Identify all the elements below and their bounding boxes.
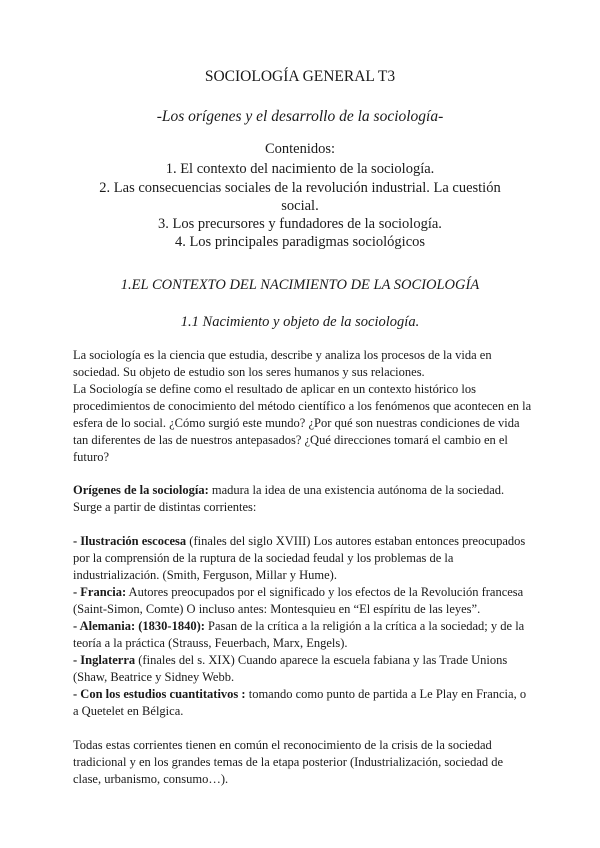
intro-paragraph-1: La sociología es la ciencia que estudia, describe y analiza los procesos de la vida en sociedad. Su objeto de estudio son los seres humanos y sus relaciones. xyxy=(73,348,492,379)
current-england xyxy=(73,652,533,686)
document-subtitle: -Los orígenes y el desarrollo de la sociología- xyxy=(156,108,444,125)
current-germany xyxy=(73,618,533,652)
current-scottish-enlightenment xyxy=(73,533,533,584)
subsection-heading: 1.1 Nacimiento y objeto de la sociología. xyxy=(180,314,420,330)
current-label: - Ilustración escocesa xyxy=(73,534,187,548)
origins-text: madura la idea de una existencia autónoma de la sociedad. Surge a partir de distintas corrientes: xyxy=(73,483,505,514)
current-label: - Alemania: (1830-1840): xyxy=(73,619,205,633)
section-heading: 1.EL CONTEXTO DEL NACIMIENTO DE LA SOCIOLOGÍA xyxy=(120,277,480,293)
closing-paragraph: Todas estas corrientes tienen en común el reconocimiento de la crisis de la sociedad tradicional y en los grandes temas de la etapa posterior (Industrialización, sociedad de clase, urbanismo, consumo…). xyxy=(73,738,504,786)
document-title: SOCIOLOGÍA GENERAL T3 xyxy=(204,68,396,85)
origins-paragraph xyxy=(73,482,533,516)
toc-item-4: 4. Los principales paradigmas sociológicos xyxy=(174,234,426,250)
toc-item-3: 3. Los precursores y fundadores de la sociología. xyxy=(158,216,442,232)
current-text: Pasan de la crítica a la religión a la crítica a la sociedad; y de la teoría a la práctica (Strauss, Feuerbach, Marx, Engels). xyxy=(73,619,525,650)
toc-item-1: 1. El contexto del nacimiento de la sociología. xyxy=(165,161,435,177)
current-text: (finales del siglo XVIII) Los autores estaban entonces preocupados por la comprensión de la ruptura de la sociedad feudal y los problemas de la industrialización. (Smith, Ferguson, Millar y Hume). xyxy=(73,534,526,582)
contents-heading: Contenidos: xyxy=(264,141,336,157)
current-label: - Inglaterra xyxy=(73,653,136,667)
current-france xyxy=(73,584,533,618)
intro-text xyxy=(73,347,533,466)
current-text: (finales del s. XIX) Cuando aparece la escuela fabiana y las Trade Unions (Shaw, Beatrice y Sidney Webb. xyxy=(73,653,508,684)
current-label: - Francia: xyxy=(73,585,127,599)
origins-label: Orígenes de la sociología: xyxy=(73,483,209,497)
current-text: tomando como punto de partida a Le Play en Francia, o a Quetelet en Bélgica. xyxy=(73,687,527,718)
toc-item-2: 2. Las consecuencias sociales de la revolución industrial. La cuestión xyxy=(99,180,501,196)
origins-section xyxy=(73,482,533,788)
intro-paragraph-2: La Sociología se define como el resultado de aplicar en un contexto histórico los procedimientos de conocimiento del método científico a los fenómenos que acontecen en la esfera de lo social. ¿Cómo surgió este mundo? ¿Por qué son nuestras condiciones de vida tan diferentes de las de nuestros antepasados? ¿Qué direcciones tomará el cambio en el futuro? xyxy=(73,382,532,464)
toc-item-2-continued: social. xyxy=(281,198,319,214)
current-quantitative-studies xyxy=(73,686,533,720)
current-label: - Con los estudios cuantitativos : xyxy=(73,687,246,701)
current-text: Autores preocupados por el significado y los efectos de la Revolución francesa (Saint-Simon, Comte) O incluso antes: Montesquieu en “El espíritu de las leyes”. xyxy=(73,585,524,616)
